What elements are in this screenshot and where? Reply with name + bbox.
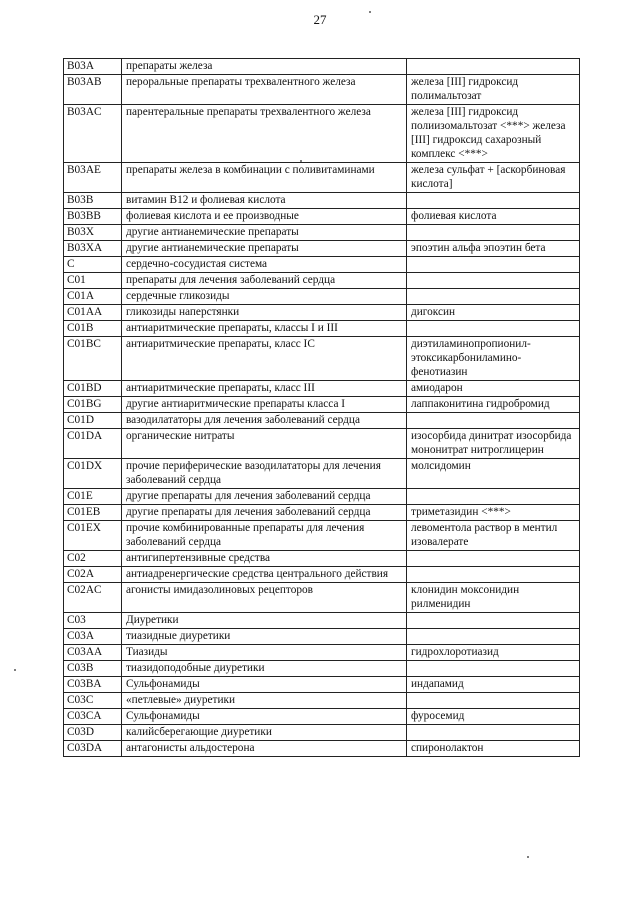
group-name-cell: прочие периферические вазодилататоры для лечения заболеваний сердца	[122, 459, 407, 489]
drug-names-cell	[407, 725, 580, 741]
atc-code-cell: C	[64, 257, 122, 273]
drug-names-cell: амиодарон	[407, 381, 580, 397]
group-name-cell: препараты железа в комбинации с поливитаминами	[122, 163, 407, 193]
drug-names-cell	[407, 193, 580, 209]
atc-code-cell: C03CA	[64, 709, 122, 725]
group-name-cell: Сульфонамиды	[122, 709, 407, 725]
group-name-cell: препараты для лечения заболеваний сердца	[122, 273, 407, 289]
group-name-cell: антиадренергические средства центрального действия	[122, 567, 407, 583]
atc-code-cell: C01DX	[64, 459, 122, 489]
table-row	[64, 337, 580, 381]
group-name-cell: тиазидоподобные диуретики	[122, 661, 407, 677]
group-name-cell: гликозиды наперстянки	[122, 305, 407, 321]
drug-names-cell: эпоэтин альфа эпоэтин бета	[407, 241, 580, 257]
drug-names-cell: триметазидин <***>	[407, 505, 580, 521]
drug-names-cell: фолиевая кислота	[407, 209, 580, 225]
group-name-cell: антиаритмические препараты, классы I и III	[122, 321, 407, 337]
atc-code-cell: C01EB	[64, 505, 122, 521]
table-row	[64, 273, 580, 289]
drug-names-cell	[407, 693, 580, 709]
drug-names-cell: молсидомин	[407, 459, 580, 489]
group-name-cell: парентеральные препараты трехвалентного железа	[122, 105, 407, 163]
table-row	[64, 209, 580, 225]
group-name-cell: антиаритмические препараты, класс III	[122, 381, 407, 397]
table-row	[64, 551, 580, 567]
drug-names-cell: индапамид	[407, 677, 580, 693]
table-row	[64, 305, 580, 321]
table-row	[64, 583, 580, 613]
table-row	[64, 741, 580, 757]
atc-code-cell: B03AC	[64, 105, 122, 163]
table-row	[64, 289, 580, 305]
table-row	[64, 381, 580, 397]
group-name-cell: антиаритмические препараты, класс IC	[122, 337, 407, 381]
group-name-cell: прочие комбинированные препараты для лечения заболеваний сердца	[122, 521, 407, 551]
drug-names-cell	[407, 567, 580, 583]
group-name-cell: Тиазиды	[122, 645, 407, 661]
atc-code-cell: B03AB	[64, 75, 122, 105]
table-row	[64, 677, 580, 693]
atc-code-cell: B03A	[64, 59, 122, 75]
table-row	[64, 629, 580, 645]
atc-code-cell: C03C	[64, 693, 122, 709]
table-row	[64, 241, 580, 257]
scan-speck	[527, 856, 529, 858]
drug-names-cell	[407, 257, 580, 273]
group-name-cell: антигипертензивные средства	[122, 551, 407, 567]
drug-names-cell	[407, 489, 580, 505]
group-name-cell: вазодилататоры для лечения заболеваний сердца	[122, 413, 407, 429]
table-row	[64, 459, 580, 489]
group-name-cell: агонисты имидазолиновых рецепторов	[122, 583, 407, 613]
atc-code-cell: C01BD	[64, 381, 122, 397]
atc-code-cell: C03	[64, 613, 122, 629]
atc-code-cell: B03AE	[64, 163, 122, 193]
group-name-cell: другие антиаритмические препараты класса I	[122, 397, 407, 413]
table-row	[64, 613, 580, 629]
group-name-cell: калийсберегающие диуретики	[122, 725, 407, 741]
table-row	[64, 193, 580, 209]
table-row	[64, 397, 580, 413]
drug-names-cell	[407, 225, 580, 241]
table-row	[64, 505, 580, 521]
drug-names-cell	[407, 413, 580, 429]
atc-code-cell: B03BB	[64, 209, 122, 225]
drug-names-cell: железа [III] гидроксид полиизомальтозат <***> железа [III] гидроксид сахарозный комплекс <***>	[407, 105, 580, 163]
drug-names-cell	[407, 661, 580, 677]
drug-names-cell	[407, 629, 580, 645]
group-name-cell: сердечные гликозиды	[122, 289, 407, 305]
group-name-cell: другие препараты для лечения заболеваний сердца	[122, 489, 407, 505]
drug-names-cell: лаппаконитина гидробромид	[407, 397, 580, 413]
table-row	[64, 489, 580, 505]
drug-names-cell	[407, 321, 580, 337]
drug-classification-table	[63, 58, 579, 757]
drug-names-cell: диэтиламинопропионил-этоксикарбониламино-фенотиазин	[407, 337, 580, 381]
atc-code-cell: B03B	[64, 193, 122, 209]
atc-code-cell: C02AC	[64, 583, 122, 613]
drug-names-cell	[407, 59, 580, 75]
table-body	[64, 59, 580, 757]
group-name-cell: тиазидные диуретики	[122, 629, 407, 645]
group-name-cell: другие антианемические препараты	[122, 241, 407, 257]
table-row	[64, 661, 580, 677]
atc-code-cell: C01B	[64, 321, 122, 337]
group-name-cell: органические нитраты	[122, 429, 407, 459]
group-name-cell: Диуретики	[122, 613, 407, 629]
group-name-cell: «петлевые» диуретики	[122, 693, 407, 709]
table-row	[64, 225, 580, 241]
drug-names-cell: спиронолактон	[407, 741, 580, 757]
table-row	[64, 521, 580, 551]
atc-code-cell: C03DA	[64, 741, 122, 757]
atc-code-cell: C03B	[64, 661, 122, 677]
atc-code-cell: C01BC	[64, 337, 122, 381]
table-row	[64, 257, 580, 273]
atc-code-cell: C01D	[64, 413, 122, 429]
group-name-cell: витамин B12 и фолиевая кислота	[122, 193, 407, 209]
table-row	[64, 725, 580, 741]
table-row	[64, 709, 580, 725]
drug-names-cell: дигоксин	[407, 305, 580, 321]
table-row	[64, 567, 580, 583]
drug-names-cell: клонидин моксонидин рилменидин	[407, 583, 580, 613]
drug-names-cell	[407, 289, 580, 305]
page-number: 27	[313, 12, 327, 27]
scan-speck	[369, 11, 371, 13]
drug-names-cell	[407, 273, 580, 289]
group-name-cell: препараты железа	[122, 59, 407, 75]
table-row	[64, 75, 580, 105]
group-name-cell: пероральные препараты трехвалентного железа	[122, 75, 407, 105]
table-row	[64, 693, 580, 709]
atc-code-cell: C01AA	[64, 305, 122, 321]
atc-code-cell: C01	[64, 273, 122, 289]
group-name-cell: сердечно-сосудистая система	[122, 257, 407, 273]
group-name-cell: другие препараты для лечения заболеваний сердца	[122, 505, 407, 521]
table-row	[64, 105, 580, 163]
atc-code-cell: C01E	[64, 489, 122, 505]
atc-code-cell: B03XA	[64, 241, 122, 257]
drug-names-cell: левоментола раствор в ментил изовалерате	[407, 521, 580, 551]
drug-names-cell	[407, 551, 580, 567]
group-name-cell: другие антианемические препараты	[122, 225, 407, 241]
atc-code-cell: C01BG	[64, 397, 122, 413]
table-row	[64, 59, 580, 75]
atc-code-cell: C02	[64, 551, 122, 567]
drug-names-cell: железа сульфат + [аскорбиновая кислота]	[407, 163, 580, 193]
atc-code-cell: C03A	[64, 629, 122, 645]
drug-names-cell: изосорбида динитрат изосорбида мононитрат нитроглицерин	[407, 429, 580, 459]
atc-code-cell: C03AA	[64, 645, 122, 661]
group-name-cell: антагонисты альдостерона	[122, 741, 407, 757]
scan-speck	[300, 160, 302, 162]
drug-names-cell: железа [III] гидроксид полимальтозат	[407, 75, 580, 105]
table-row	[64, 429, 580, 459]
atc-code-cell: C03BA	[64, 677, 122, 693]
table-row	[64, 163, 580, 193]
table-row	[64, 645, 580, 661]
atc-code-cell: C02A	[64, 567, 122, 583]
atc-code-cell: B03X	[64, 225, 122, 241]
atc-code-cell: C01A	[64, 289, 122, 305]
drug-names-cell: гидрохлоротиазид	[407, 645, 580, 661]
group-name-cell: фолиевая кислота и ее производные	[122, 209, 407, 225]
table-row	[64, 321, 580, 337]
atc-code-cell: C01EX	[64, 521, 122, 551]
atc-code-cell: C01DA	[64, 429, 122, 459]
group-name-cell: Сульфонамиды	[122, 677, 407, 693]
drug-names-cell	[407, 613, 580, 629]
drug-names-cell: фуросемид	[407, 709, 580, 725]
scan-speck	[14, 669, 16, 671]
atc-code-cell: C03D	[64, 725, 122, 741]
table-row	[64, 413, 580, 429]
